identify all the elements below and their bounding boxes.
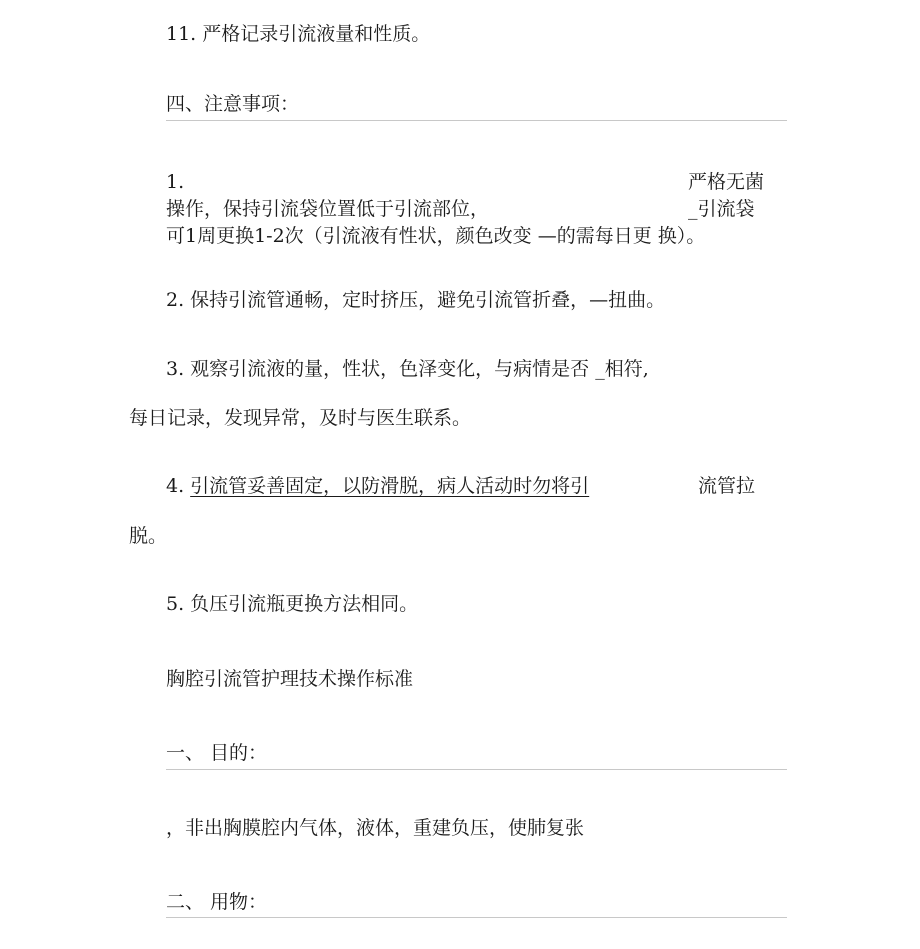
note-4-line-1 xyxy=(166,474,589,498)
heading-rule xyxy=(166,120,787,121)
note-4-line-2: 脱。 xyxy=(129,525,168,547)
note-4-underlined-text: 引流管妥善固定，以防滑脱，病人活动时勿将引 xyxy=(190,475,590,497)
note-1-line-2: 操作，保持引流袋位置低于引流部位， xyxy=(166,198,490,220)
note-1-text-right: 严格无菌 xyxy=(688,171,765,193)
note-3-line-2: 每日记录，发现异常，及时与医生联系。 xyxy=(129,407,472,429)
note-4-number: 4. xyxy=(166,475,191,497)
note-1-number: 1. xyxy=(166,171,185,193)
note-1-line-2-right: _引流袋 xyxy=(688,198,755,220)
note-3-line-1: 3. 观察引流液的量，性状，色泽变化，与病情是否 _相符, xyxy=(166,358,649,380)
item-11: 11. 严格记录引流液量和性质。 xyxy=(166,23,431,45)
purpose-text: ，非出胸膜腔内气体，液体，重建负压，使肺复张 xyxy=(166,817,585,839)
note-4-line-1-right: 流管拉 xyxy=(698,475,756,497)
section-1-heading: 一、 目的： xyxy=(166,742,268,764)
section-2-heading: 二、 用物： xyxy=(166,891,268,913)
note-1-line-3: 可1周更换1-2次（引流液有性状，颜色改变 —的需每日更 换）。 xyxy=(166,225,706,247)
note-5: 5. 负压引流瓶更换方法相同。 xyxy=(166,593,419,615)
note-2: 2. 保持引流管通畅，定时挤压，避免引流管折叠，—扭曲。 xyxy=(166,289,666,311)
section-4-heading: 四、注意事项： xyxy=(166,93,300,115)
section-title: 胸腔引流管护理技术操作标准 xyxy=(166,668,414,690)
heading-rule xyxy=(166,769,787,770)
heading-rule xyxy=(166,917,787,918)
